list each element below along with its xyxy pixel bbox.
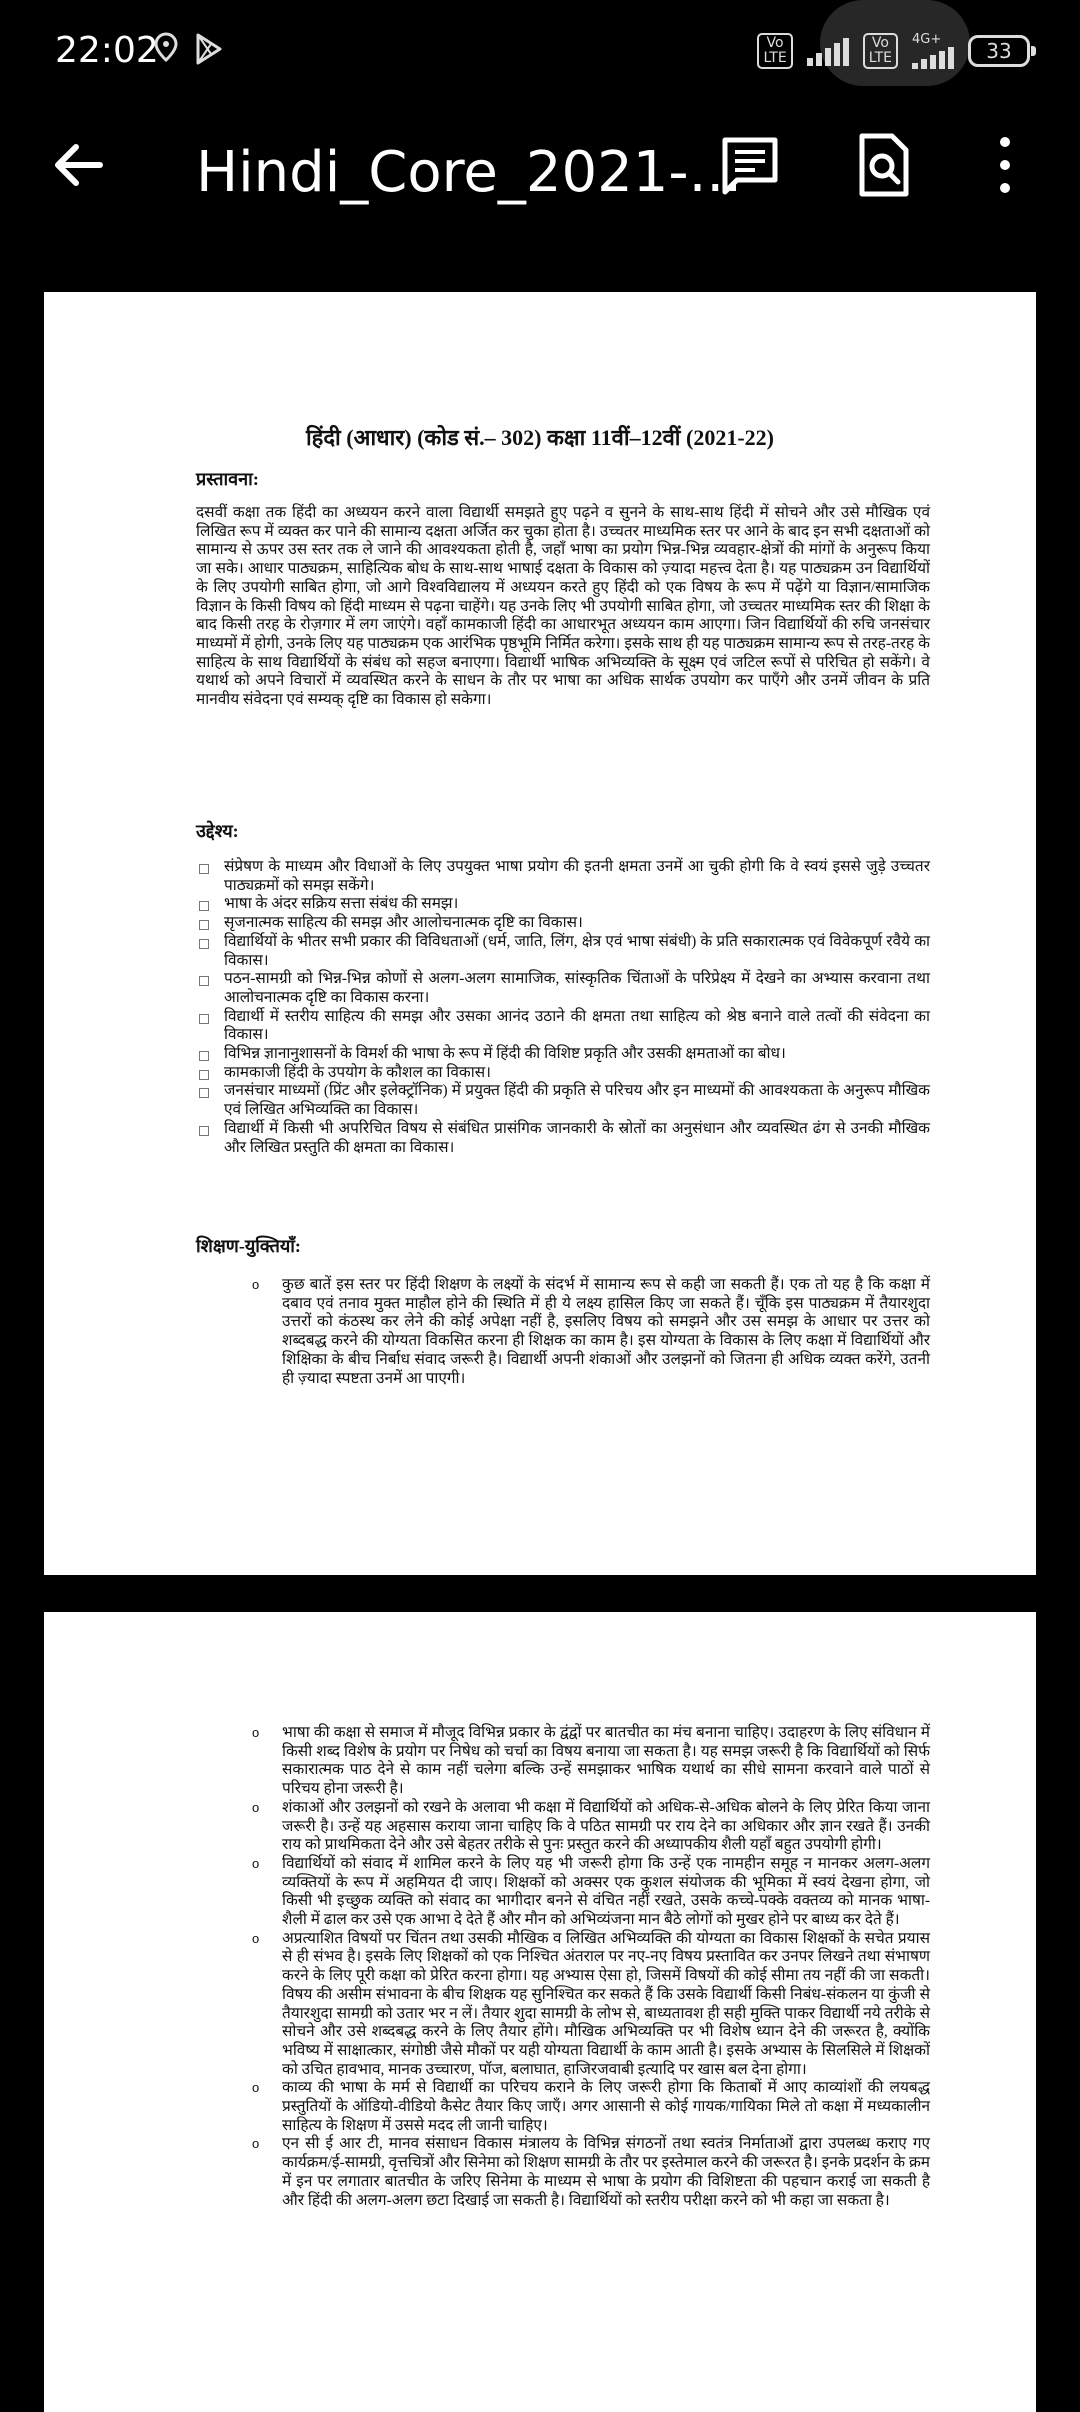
list-item: o काव्य की भाषा के मर्म से विद्यार्थी का परिचय कराने के लिए जरूरी होगा कि किताबों में आए काव्यांशों की लयबद्ध प्रस्तुतियों के ऑडियो-वीडियो कैसेट तैयार किए जाएँ। अगर आसानी से कोई गायक/गायिका मिले तो कक्षा में मध्यकालीन साहित्य के शिक्षण में उससे मदद ली जानी चाहिए। bbox=[252, 2079, 930, 2135]
status-notification-icons bbox=[152, 32, 224, 66]
intro-heading: प्रस्तावना: bbox=[196, 469, 259, 489]
status-bar bbox=[0, 0, 1080, 105]
network-type: 4G+ bbox=[912, 32, 942, 47]
list-item: भाषा के अंदर सक्रिय सत्ता संबंध की समझ। bbox=[196, 895, 930, 914]
pdf-page-1[interactable] bbox=[44, 292, 1036, 1575]
battery-level: 33 bbox=[986, 38, 1012, 63]
list-item: पठन-सामग्री को भिन्न-भिन्न कोणों से अलग-अलग सामाजिक, सांस्कृतिक चिंताओं के परिप्रेक्ष्य में देखने का अभ्यास करवाना तथा आलोचनात्मक दृष्टि का विकास करना। bbox=[196, 970, 930, 1007]
location-pin-icon bbox=[152, 32, 180, 66]
list-item: विद्यार्थी में किसी भी अपरिचित विषय से संबंधित प्रासंगिक जानकारी के स्रोतों का अनुसंधान और व्यवस्थित ढंग से उनकी मौखिक और लिखित प्रस्तुति की क्षमता का विकास। bbox=[196, 1120, 930, 1157]
list-item: o विद्यार्थियों को संवाद में शामिल करने के लिए यह भी जरूरी होगा कि उन्हें एक नामहीन समूह न मानकर अलग-अलग व्यक्तियों के रूप में अहमियत दी जाए। शिक्षकों को अक्सर एक कुशल संयोजक की भूमिका में स्वयं देखना होगा, जो किसी भी इच्छुक व्यक्ति को संवाद का भागीदार बनने से वंचित नहीं रखते, उसके कच्चे-पक्के वक्तव्य को मानक भाषा-शैली में ढाल कर उसे एक आभा दे देते हैं और मौन को अभिव्यंजना मान बैठे लोगों को मुखर होने पर बाध्य कर देते हैं। bbox=[252, 1855, 930, 1930]
app-bar bbox=[0, 105, 1080, 270]
methods-list bbox=[252, 1276, 930, 1388]
methods-list-continued bbox=[252, 1724, 930, 2210]
battery-icon bbox=[968, 35, 1030, 67]
pdf-page-2[interactable] bbox=[44, 1612, 1036, 2412]
objectives-list bbox=[196, 858, 930, 1157]
list-item: संप्रेषण के माध्यम और विधाओं के लिए उपयुक्त भाषा प्रयोग की इतनी क्षमता उनमें आ चुकी होगी कि वे स्वयं इससे जुड़े उच्चतर पाठ्यक्रमों को समझ सकेंगे। bbox=[196, 858, 930, 895]
list-item: o एन सी ई आर टी, मानव संसाधन विकास मंत्रालय के विभिन्न संगठनों तथा स्वतंत्र निर्माताओं द्वारा उपलब्ध कराए गए कार्यक्रम/ई-सामग्री, वृत्तचित्रों और सिनेमा को शिक्षण सामग्री के तौर पर इस्तेमाल करने की जरूरत है। इनके प्रदर्शन के क्रम में इन पर लगातार बातचीत के जरिए सिनेमा के माध्यम से भाषा के प्रयोग की विशिष्टता की पहचान कराई जा सकती है और हिंदी की अलग-अलग छटा दिखाई जा सकती है। विद्यार्थियों को स्तरीय परीक्षा करने को भी कहा जा सकता है। bbox=[252, 2135, 930, 2210]
intro-paragraph: दसवीं कक्षा तक हिंदी का अध्ययन करने वाला विद्यार्थी समझते हुए पढ़ने व सुनने के साथ-साथ हिंदी में सोचने और उसे मौखिक एवं लिखित रूप में व्यक्त कर पाने की सामान्य दक्षता अर्जित कर चुका होता है। उच्चतर माध्यमिक स्तर पर आने के बाद इन सभी दक्षताओं को सामान्य से ऊपर उस स्तर तक ले जाने की आवश्यकता होती है, जहाँ भाषा का प्रयोग भिन्न-भिन्न व्यवहार-क्षेत्रों की मांगों के अनुरूप किया जा सके। आधार पाठ्यक्रम, साहित्यिक बोध के साथ-साथ भाषाई दक्षता के विकास को ज़्यादा महत्त्व देता है। यह पाठ्यक्रम उन विद्यार्थियों के लिए उपयोगी साबित होगा, जो आगे विश्वविद्यालय में अध्ययन करते हुए हिंदी को एक विषय के रूप में पढ़ेंगे या विज्ञान/सामाजिक विज्ञान के किसी विषय को हिंदी माध्यम से पढ़ना चाहेंगे। यह उनके लिए भी उपयोगी साबित होगा, जो उच्चतर माध्यमिक स्तर की शिक्षा के बाद किसी तरह के रोज़गार में लग जाएंगे। वहाँ कामकाजी हिंदी का आधारभूत अध्ययन काम आएगा। जिन विद्यार्थियों की रुचि जनसंचार माध्यमों में होगी, उनके लिए यह पाठ्यक्रम एक आरंभिक पृष्ठभूमि निर्मित करेगा। इसके साथ ही यह पाठ्यक्रम सामान्य रूप से तरह-तरह के साहित्य के साथ विद्यार्थियों के संबंध को सहज बनाएगा। विद्यार्थी भाषिक अभिव्यक्ति के सूक्ष्म एवं जटिल रूपों से परिचित हो सकेंगे। वे यथार्थ को अपने विचारों में व्यवस्थित करने के साधन के तौर पर भाषा का अधिक सार्थक उपयोग कर पाएँगे और उनमें जीवन के प्रति मानवीय संवेदना एवं सम्यक् दृष्टि का विकास हो सकेगा। bbox=[196, 504, 930, 709]
list-item: o शंकाओं और उलझनों को रखने के अलावा भी कक्षा में विद्यार्थियों को अधिक-से-अधिक बोलने के लिए प्रेरित किया जाना जरूरी है। उन्हें यह अहसास कराया जाना चाहिए कि वे पठित सामग्री पर राय देने का अधिकार और ज्ञान रखते हैं। उनकी राय को प्राथमिकता देने और उसे बेहतर तरीके से पुनः प्रस्तुत करने की अध्यापकीय शैली यहाँ बहुत उपयोगी होगी। bbox=[252, 1799, 930, 1855]
volte-badge: Vo LTE bbox=[757, 33, 792, 69]
status-system-icons bbox=[757, 32, 1030, 69]
list-item: o अप्रत्याशित विषयों पर चिंतन तथा उसकी मौखिक व लिखित अभिव्यक्ति की योग्यता का विकास शिक्षकों के सचेत प्रयास से ही संभव है। इसके लिए शिक्षकों को एक निश्चित अंतराल पर नए-नए विषय प्रस्तावित कर उनपर लिखने तथा संभाषण करने के लिए पूरी कक्षा को प्रेरित करना होगा। यह अभ्यास ऐसा हो, जिसमें विषयों की कोई सीमा तय नहीं की जा सकती। विषय की असीम संभावना के बीच शिक्षक यह सुनिश्चित कर सकते हैं कि उसके विद्यार्थी किसी निबंध-संकलन या कुंजी से तैयारशुदा सामग्री को उतार भर न लें। तैयार शुदा सामग्री के लोभ से, बाध्यतावश ही सही मुक्ति पाकर विद्यार्थी नये तरीके से सोचने और उसे शब्दबद्ध करने के लिए तैयार होंगे। मौखिक अभिव्यक्ति पर भी विशेष ध्यान देने की जरूरत है, क्योंकि भविष्य में साक्षात्कार, संगोष्ठी जैसे मौकों पर यही योग्यता विद्यार्थी के काम आती है। इसके अभ्यास के सिलसिले में शिक्षकों को उचित हावभाव, मानक उच्चारण, पॉज, बलाघात, हाजिरजवाबी इत्यादि पर खास बल देना होगा। bbox=[252, 1930, 930, 2080]
find-in-page-icon[interactable] bbox=[848, 130, 918, 200]
list-item: जनसंचार माध्यमों (प्रिंट और इलेक्ट्रॉनिक) में प्रयुक्त हिंदी की प्रकृति से परिचय और इन माध्यमों की आवश्यकता के अनुरूप मौखिक एवं लिखित अभिव्यक्ति का विकास। bbox=[196, 1082, 930, 1119]
signal-strength-icon bbox=[807, 36, 849, 66]
methods-heading: शिक्षण-युक्तियाँ: bbox=[196, 1236, 301, 1256]
document-heading: हिंदी (आधार) (कोड सं.– 302) कक्षा 11वीं–12वीं (2021-22) bbox=[305, 425, 774, 450]
document-title: Hindi_Core_2021-... bbox=[196, 140, 742, 205]
list-item: विद्यार्थी में स्तरीय साहित्य की समझ और उसका आनंद उठाने की क्षमता तथा साहित्य को श्रेष्ठ बनाने वाले तत्वों की संवेदना का विकास। bbox=[196, 1008, 930, 1045]
list-item: o भाषा की कक्षा से समाज में मौजूद विभिन्न प्रकार के द्वंद्वों पर बातचीत का मंच बनाना चाहिए। उदाहरण के लिए संविधान में किसी शब्द विशेष के प्रयोग पर निषेध को चर्चा का विषय बनाया जा सकता है। यह समझ जरूरी है कि विद्यार्थियों को सिर्फ सकारात्मक पाठ देने से काम नहीं चलेगा बल्कि उन्हें समझाकर भाषिक यथार्थ का सीधे सामना करवाने वाले पाठों से परिचय होना जरूरी है। bbox=[252, 1724, 930, 1799]
objectives-heading: उद्देश्य: bbox=[196, 821, 239, 841]
list-item: विभिन्न ज्ञानानुशासनों के विमर्श की भाषा के रूप में हिंदी की विशिष्ट प्रकृति और उसकी क्षमताओं का बोध। bbox=[196, 1045, 930, 1064]
status-time: 22:02 bbox=[55, 30, 159, 71]
list-item: सृजनात्मक साहित्य की समझ और आलोचनात्मक दृष्टि का विकास। bbox=[196, 914, 930, 933]
list-item: कामकाजी हिंदी के उपयोग के कौशल का विकास। bbox=[196, 1064, 930, 1083]
comment-icon[interactable] bbox=[715, 130, 785, 200]
back-arrow-icon[interactable] bbox=[48, 135, 108, 195]
list-item: o कुछ बातें इस स्तर पर हिंदी शिक्षण के लक्ष्यों के संदर्भ में सामान्य रूप से कही जा सकती हैं। एक तो यह है कि कक्षा में दबाव एवं तनाव मुक्त माहौल होने की स्थिति में ही ये लक्ष्य हासिल किए जा सकते हैं। चूँकि इस पाठ्यक्रम में तैयारशुदा उत्तरों को कंठस्थ कर लेने की कोई अपेक्षा नहीं है, इसलिए विषय को समझने और उस समझ के आधार पर उत्तर को शब्दबद्ध करने की योग्यता विकसित करना ही शिक्षक का काम है। इस योग्यता के विकास के लिए कक्षा में विद्यार्थियों और शिक्षिका के बीच निर्बाध संवाद जरूरी है। विद्यार्थी अपनी शंकाओं और उलझनों को जितना ही अधिक व्यक्त करेंगे, उतनी ही ज़्यादा स्पष्टता उनमें आ पाएगी। bbox=[252, 1276, 930, 1388]
play-store-icon bbox=[194, 32, 224, 66]
signal-strength-icon-2 bbox=[912, 47, 954, 69]
volte-badge-2: Vo LTE bbox=[863, 33, 898, 69]
list-item: विद्यार्थियों के भीतर सभी प्रकार की विविधताओं (धर्म, जाति, लिंग, क्षेत्र एवं भाषा संबंधी) के प्रति सकारात्मक एवं विवेकपूर्ण रवैये का विकास। bbox=[196, 933, 930, 970]
more-vert-icon[interactable] bbox=[980, 130, 1030, 200]
network-indicator bbox=[912, 32, 954, 69]
